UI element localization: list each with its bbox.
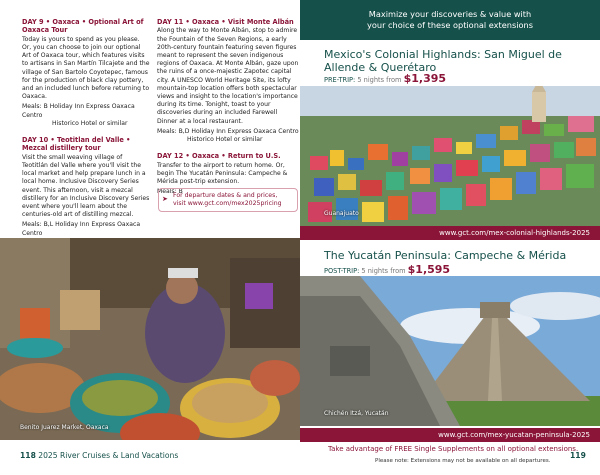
market-illustration <box>0 238 300 440</box>
pyramid-illustration <box>300 276 600 426</box>
page-number: 118 <box>20 451 36 460</box>
day-11: DAY 11 • Oaxaca • Visit Monte Albán Along the way to Monte Albán, stop to admire the Fountain of the Seven Regions, a early 20th-century fountain featuring seven figures meant to represent the seven indigenous regions of Oaxaca. At Monte Albán, gaze upon the ruins of a once-majestic Zapotec capital city. A UNESCO World Heritage Site, its lofty mountain-top location offers both spectacular views and insight to the location's importance during its time. Tonight, toast to your discoveries during an included Farewell Dinner at a local restaurant. Meals: B,D Holiday Inn Express Oaxaca Centro Historico Hotel or similar <box>157 18 299 144</box>
day-label: DAY 11 <box>157 18 184 26</box>
guanajuato-photo <box>300 86 600 226</box>
day-description: Visit the small weaving village of Teotitlán del Valle where you'll visit the local market and help prepare lunch in a local home. Inclusive Discovery Series event. This afternoon, visit a mezcal distillery for an Inclusive Discovery Series event where you'll learn about the centuries-old art of distilling mezcal. <box>22 153 150 219</box>
extensions-header: Maximize your discoveries & value with your choice of these optional extensions <box>300 0 600 40</box>
day-label: DAY 9 <box>22 18 44 26</box>
cursor-arrow-icon: ➤ <box>162 195 168 203</box>
extension-1-price: PRE-TRIP: 5 nights from $1,395 <box>324 72 447 85</box>
day-description: Today is yours to spend as you please. Or, you can choose to join our optional Art of Oaxaca tour, which features visits to artisans in San Martín Tilcajete and the village of San Bartolo Coyotepec, famous for the production of black clay pottery, and an included lunch before returning to Oaxaca. <box>22 35 150 101</box>
day-description: Along the way to Monte Albán, stop to admire the Fountain of the Seven Regions, a early 20th-century fountain featuring seven figures meant to represent the seven indigenous regions of Oaxaca. At Monte Albán, gaze upon the ruins of a once-majestic Zapotec capital city. A UNESCO World Heritage Site, its lofty mountain-top location offers both spectacular views and insight to the location's importance during its time. Tonight, toast to your discoveries during an included Farewell Dinner at a local restaurant. <box>157 27 299 125</box>
market-photo <box>0 238 300 440</box>
day-title: Oaxaca • Visit Monte Albán <box>192 18 294 26</box>
photo-caption: Benito Juarez Market, Oaxaca <box>20 424 109 431</box>
meals-hotel: Meals: B Holiday Inn Express Oaxaca Centro Historico Hotel or similar <box>22 103 135 127</box>
meals-hotel: Meals: B,L Holiday Inn Express Oaxaca Centro <box>22 221 141 237</box>
extension-2-url[interactable]: www.gct.com/mex-yucatan-peninsula-2025 <box>300 428 600 442</box>
day-title: Teotitlan del Valle • Mezcal distillery tour <box>22 136 131 153</box>
extension-2-title: The Yucatán Peninsula: Campeche & Mérida <box>324 249 567 262</box>
single-supplement-note: Take advantage of FREE Single Supplements on all optional extensions. <box>328 445 579 453</box>
photo-caption: Guanajuato <box>324 210 359 217</box>
extension-availability-note: Please note: Extensions may not be available on all departures. <box>375 458 551 464</box>
city-illustration <box>300 86 600 226</box>
day-10: DAY 10 • Teotitlan del Valle • Mezcal distillery tour Visit the small weaving village of Teotitlán del Valle where you'll visit the local market and help prepare lunch in a local home. Inclusive Discovery Series event. This afternoon, visit a mezcal distillery for an Inclusive Discovery Series event where you'll learn about the centuries-old art of distilling mezcal. Meals: B,L Holiday Inn Express Oaxaca Centro <box>22 136 150 246</box>
itinerary-column-2 <box>157 18 299 204</box>
day-label: DAY 12 <box>157 152 184 161</box>
footer-left: 118 2025 River Cruises & Land Vacations <box>20 451 179 460</box>
itinerary-column-1 <box>22 18 150 254</box>
pricing-link[interactable]: ➤ For departure dates & and prices, visit www.gct.com/mex2025pricing <box>158 188 298 212</box>
meals: Meals: B <box>157 188 183 196</box>
day-description: Transfer to the airport to return home. Or, begin The Yucatán Peninsula: Campeche & Mérida post-trip extension. <box>157 161 288 186</box>
extension-2-price: POST-TRIP: 5 nights from $1,595 <box>324 263 451 276</box>
extension-1-url[interactable]: www.gct.com/mex-colonial-highlands-2025 <box>300 226 600 240</box>
day-label: DAY 10 <box>22 136 49 145</box>
page-number: 119 <box>570 451 586 460</box>
photo-caption: Chichén Itzá, Yucatán <box>324 410 389 417</box>
extension-1-title: Mexico's Colonial Highlands: San Miguel de Allende & Querétaro <box>324 48 562 74</box>
day-12: DAY 12 • Oaxaca • Return to U.S. Transfer to the airport to return home. Or, begin The Yucatán Peninsula: Campeche & Mérida post-trip extension. Meals: B <box>157 152 299 196</box>
day-title: Oaxaca • Return to U.S. <box>192 152 281 161</box>
chichen-itza-photo <box>300 276 600 426</box>
meals-hotel: Meals: B,D Holiday Inn Express Oaxaca Centro Historico Hotel or similar <box>157 127 299 144</box>
day-title: Oaxaca • Optional Art of Oaxaca Tour <box>22 18 144 35</box>
day-9: DAY 9 • Oaxaca • Optional Art of Oaxaca Tour Today is yours to spend as you please. Or, you can choose to join our optional Art of Oaxaca tour, which features visits to artisans in San Martín Tilcajete and the village of San Bartolo Coyotepec, famous for the production of black clay pottery, and an included lunch before returning to Oaxaca. Meals: B Holiday Inn Express Oaxaca Centro Historico Hotel or similar <box>22 18 150 127</box>
